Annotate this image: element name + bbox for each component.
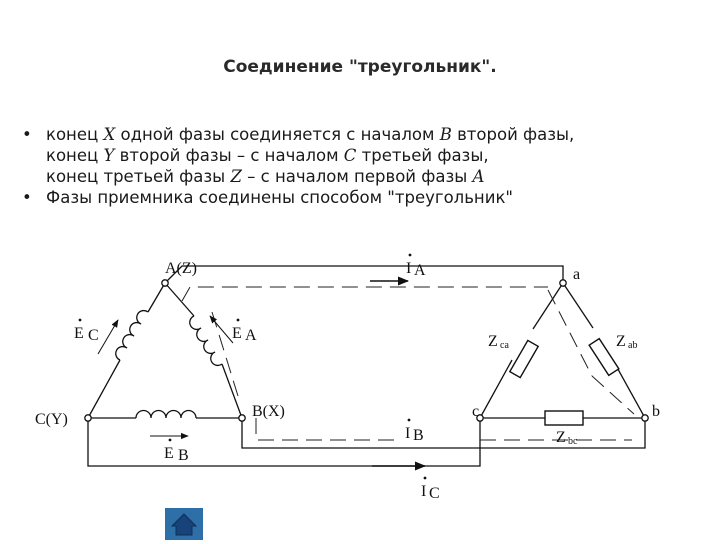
wire xyxy=(222,364,242,418)
impedance-label-bc xyxy=(556,429,578,447)
svg-text:B: B xyxy=(178,447,189,464)
svg-text:A: A xyxy=(414,262,426,279)
wire xyxy=(148,283,165,312)
emf-label-C xyxy=(74,319,99,344)
winding-B xyxy=(136,411,196,418)
dashed-path-B1 xyxy=(256,418,398,440)
bullet-text: третьей фазы, xyxy=(356,146,489,165)
impedance-bc xyxy=(545,411,583,425)
emf-A-arrow xyxy=(210,316,233,343)
home-button[interactable] xyxy=(165,508,203,540)
impedance-label-ca xyxy=(488,333,509,351)
svg-text:I: I xyxy=(421,483,427,500)
svg-text:Z: Z xyxy=(556,429,566,446)
svg-text:Z: Z xyxy=(616,333,626,350)
bullet-text: конец xyxy=(46,146,104,165)
dot-accent xyxy=(79,319,82,322)
dashed-path-load xyxy=(548,290,592,376)
dashed-path-load xyxy=(592,376,634,414)
bullet-text: конец третьей фазы xyxy=(46,167,231,186)
svg-text:E: E xyxy=(232,325,242,342)
terminals xyxy=(85,280,648,421)
svg-text:I: I xyxy=(405,425,411,442)
wire xyxy=(533,283,563,329)
wire xyxy=(480,360,512,418)
svg-text:C: C xyxy=(88,327,99,344)
node-label-AZ: A(Z) xyxy=(165,260,197,277)
line-A xyxy=(165,266,563,283)
dashed-path-A xyxy=(182,287,548,301)
emf-label-A xyxy=(232,319,257,344)
dot-accent xyxy=(424,477,427,480)
svg-text:bc: bc xyxy=(568,436,578,447)
svg-text:Z: Z xyxy=(488,333,498,350)
dot-accent xyxy=(409,254,412,257)
terminal-a xyxy=(560,280,566,286)
svg-text:I: I xyxy=(406,260,412,277)
home-icon xyxy=(165,508,203,540)
node-label-BX: B(X) xyxy=(252,403,285,420)
impedance-ca xyxy=(510,340,538,377)
bullet-text: Фазы приемника соединены способом "треугольник" xyxy=(46,188,514,207)
phase-letter: X xyxy=(103,125,116,144)
bullet-text: второй фазы – с началом xyxy=(114,146,344,165)
node-label-b: b xyxy=(652,403,660,420)
dot-accent xyxy=(408,419,411,422)
phase-letter: C xyxy=(343,146,357,165)
phase-letter: A xyxy=(472,167,485,186)
node-label-a: a xyxy=(573,266,581,283)
winding-C xyxy=(116,311,148,360)
terminal-b xyxy=(642,415,648,421)
emf-C-arrow xyxy=(98,320,118,354)
node-label-c: c xyxy=(472,403,480,420)
current-label-C xyxy=(421,477,440,502)
phase-letter: Y xyxy=(103,146,115,165)
bullet-dot: • xyxy=(22,125,32,144)
svg-text:C: C xyxy=(429,485,440,502)
bullet-text: конец xyxy=(46,125,104,144)
winding-A xyxy=(190,316,222,365)
bullet-text: одной фазы соединяется с началом xyxy=(115,125,440,144)
phase-letter: Z xyxy=(230,167,242,186)
svg-text:E: E xyxy=(164,445,174,462)
bullet-text: второй фазы, xyxy=(451,125,575,144)
phase-letter: B xyxy=(439,125,452,144)
dot-accent xyxy=(237,319,240,322)
impedance-ab xyxy=(589,339,619,376)
svg-text:ab: ab xyxy=(628,340,638,351)
current-label-B xyxy=(405,419,424,444)
terminal-B xyxy=(239,415,245,421)
emf-label-B xyxy=(164,439,189,464)
svg-text:A: A xyxy=(245,327,257,344)
slide-title: Соединение "треугольник". xyxy=(223,57,497,77)
node-label-CY: C(Y) xyxy=(35,411,68,428)
svg-text:B: B xyxy=(413,427,424,444)
bullet-text: – с началом первой фазы xyxy=(241,167,473,186)
terminal-C xyxy=(85,415,91,421)
line-B xyxy=(242,418,645,448)
svg-text:E: E xyxy=(74,325,84,342)
dot-accent xyxy=(169,439,172,442)
svg-text:ca: ca xyxy=(500,340,509,351)
bullet-dot: • xyxy=(22,188,32,207)
wire xyxy=(88,360,120,418)
wire xyxy=(563,283,593,328)
source-triangle xyxy=(88,283,242,418)
impedance-label-ab xyxy=(616,333,637,351)
current-label-A xyxy=(406,254,426,279)
terminal-A xyxy=(162,280,168,286)
